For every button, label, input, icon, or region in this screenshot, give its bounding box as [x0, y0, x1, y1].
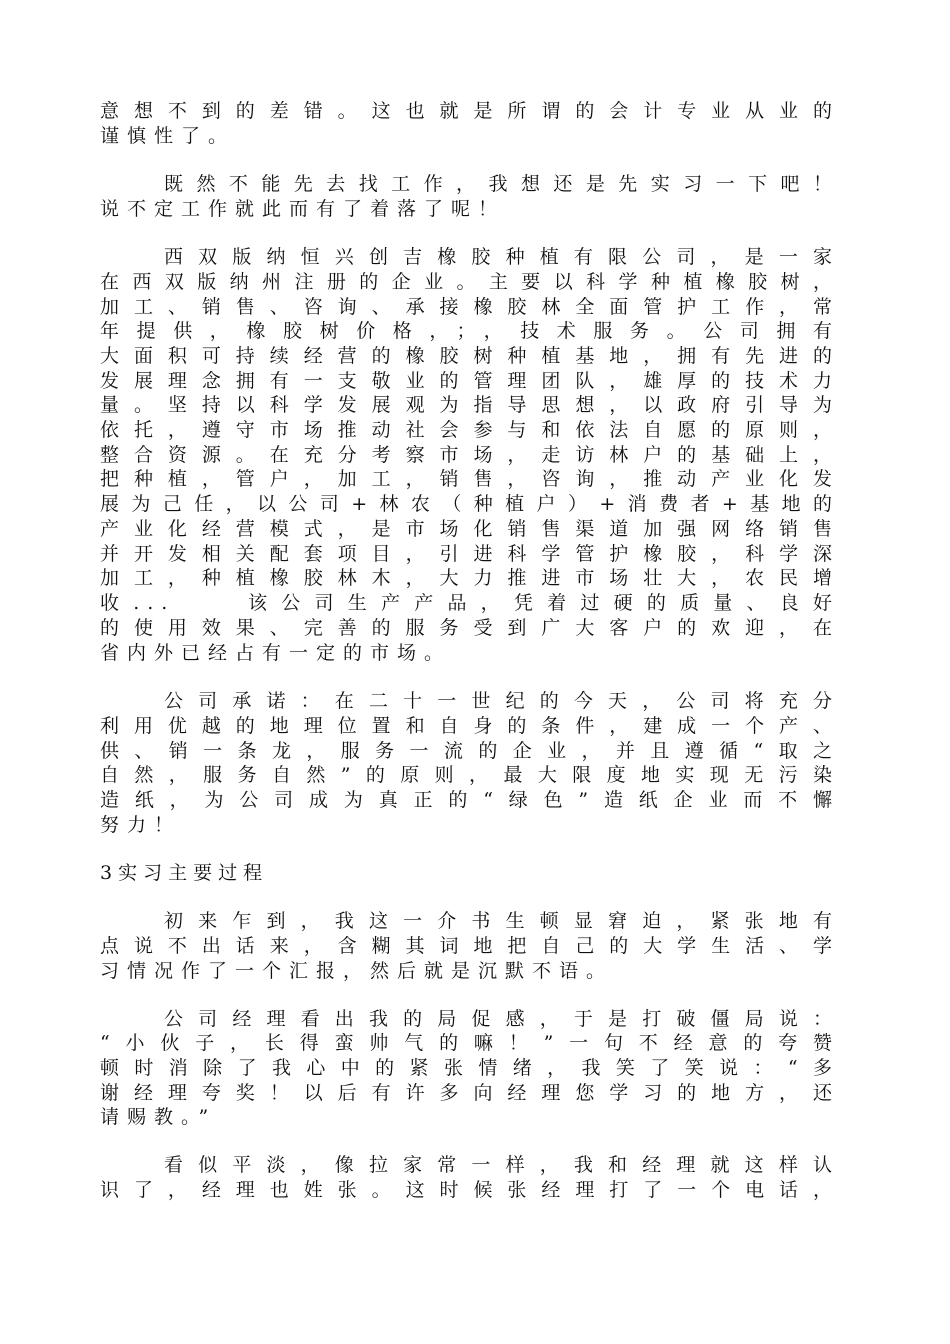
text-line: 在西双版纳州注册的企业。主要以科学种植橡胶树， — [100, 271, 840, 293]
text-line: 收... 该公司生产产品，凭着过硬的质量、良好 — [100, 592, 840, 614]
text-line: 整合资源。在充分考察市场，走访林户的基础上， — [100, 444, 840, 466]
text-line: 依托，遵守市场推动社会参与和依法自愿的原则， — [100, 419, 840, 441]
text-line: 习情况作了一个汇报，然后就是沉默不语。 — [100, 960, 614, 982]
text-line: 的使用效果、完善的服务受到广大客户的欢迎，在 — [100, 617, 840, 639]
text-line: 加工，种植橡胶林木，大力推进市场壮大，农民增 — [100, 567, 840, 589]
text-line: “小伙子，长得蛮帅气的嘛！”一句不经意的夸赞 — [100, 1032, 840, 1054]
text-line: 点说不出话来，含糊其词地把自己的大学生活、学 — [100, 935, 840, 957]
text-line: 加工、销售、咨询、承接橡胶林全面管护工作，常 — [100, 296, 840, 318]
text-line: 供、销一条龙，服务一流的企业，并且遵循“取之 — [100, 740, 840, 762]
text-line: 自然，服务自然”的原则，最大限度地实现无污染 — [100, 764, 840, 786]
text-line: 年提供，橡胶树价格，；，技术服务。公司拥有 — [100, 320, 840, 342]
text-line: 把种植，管户，加工，销售，咨询，推动产业化发 — [100, 468, 840, 490]
text-line: 谨慎性了。 — [100, 125, 236, 147]
text-line: 量。坚持以科学发展观为指导思想，以政府引导为 — [100, 394, 840, 416]
text-line: 谢经理夸奖！以后有许多向经理您学习的地方，还 — [100, 1082, 840, 1104]
text-line: 发展理念拥有一支敬业的管理团队，雄厚的技术力 — [100, 370, 840, 392]
section-heading: 3实习主要过程 — [100, 862, 269, 884]
text-line: 省内外已经占有一定的市场。 — [100, 642, 452, 664]
text-line: 意想不到的差错。这也就是所谓的会计专业从业的 — [100, 100, 840, 122]
text-line: 展为己任，以公司+林农（种植户）+消费者+基地的 — [100, 493, 840, 515]
text-line: 努力！ — [100, 814, 182, 836]
text-line: 利用优越的地理位置和自身的条件，建成一个产、 — [100, 715, 840, 737]
text-line: 看似平淡，像拉家常一样，我和经理就这样认 — [164, 1154, 840, 1176]
text-line: 识了，经理也姓张。这时候张经理打了一个电话， — [100, 1179, 840, 1201]
text-line: 公司经理看出我的局促感，于是打破僵局说： — [164, 1008, 840, 1030]
text-line: 请赐教。” — [100, 1106, 217, 1128]
text-line: 造纸，为公司成为真正的“绿色”造纸企业而不懈 — [100, 789, 840, 811]
text-line: 说不定工作就此而有了着落了呢！ — [100, 198, 506, 220]
text-line: 公司承诺：在二十一世纪的今天，公司将充分 — [164, 690, 840, 712]
text-line: 产业化经营模式，是市场化销售渠道加强网络销售 — [100, 518, 840, 540]
text-line: 西双版纳恒兴创吉橡胶种植有限公司，是一家 — [164, 246, 840, 268]
text-line: 并开发相关配套项目，引进科学管护橡胶，科学深 — [100, 543, 840, 565]
text-line: 初来乍到，我这一介书生顿显窘迫，紧张地有 — [164, 910, 840, 932]
text-line: 大面积可持续经营的橡胶树种植基地，拥有先进的 — [100, 345, 840, 367]
text-line: 顿时消除了我心中的紧张情绪，我笑了笑说：“多 — [100, 1057, 840, 1079]
text-line: 既然不能先去找工作，我想还是先实习一下吧！ — [164, 173, 840, 195]
